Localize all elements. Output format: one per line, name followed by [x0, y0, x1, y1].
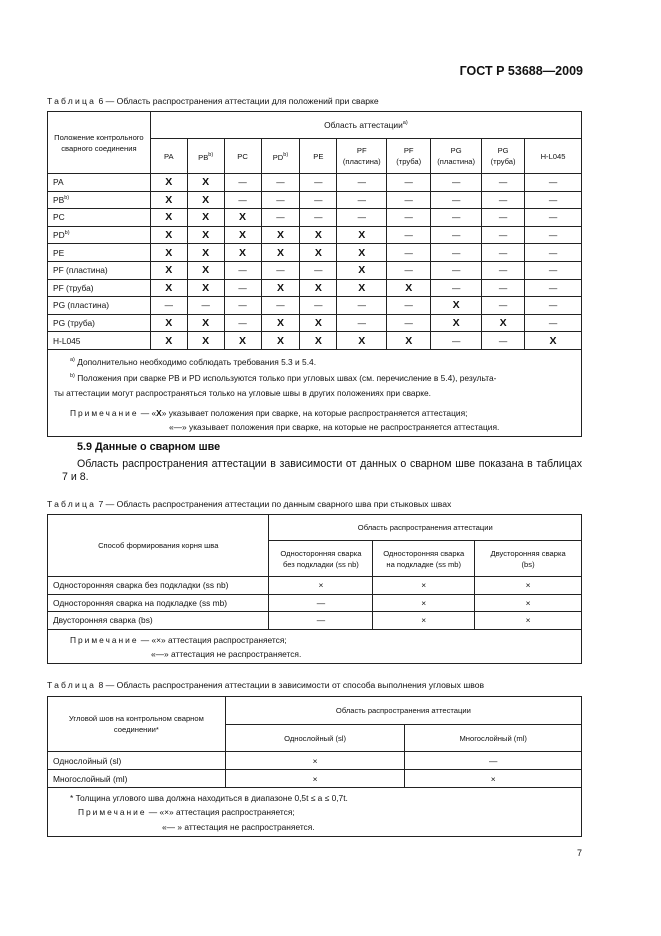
t8-cell: × — [225, 752, 405, 770]
t6-row-label-text: PG (труба) — [53, 318, 95, 329]
t6-row-label-text: PA — [53, 177, 64, 188]
t6-cell: X — [261, 244, 300, 262]
t6-cell: X — [387, 279, 431, 297]
page-number: 7 — [577, 848, 583, 858]
t6-row-label-text: PE — [53, 247, 65, 258]
t6-cell: X — [187, 261, 224, 279]
section-heading: 5.9 Данные о сварном шве — [77, 441, 221, 453]
table8 — [47, 696, 582, 837]
t6-cell: — — [387, 191, 431, 209]
t6-row-label-text: PD — [53, 230, 65, 241]
t6-cell: X — [337, 226, 387, 244]
t6-cell: — — [525, 244, 582, 262]
t6-cell: X — [224, 226, 261, 244]
table-row — [48, 244, 582, 262]
t7-col-line: на подкладке (ss mb) — [386, 559, 462, 569]
t6-cell: — — [300, 261, 337, 279]
t8-row-label: Однослойный (sl) — [48, 752, 226, 770]
t6-col-sub: (труба) — [396, 157, 422, 166]
t6-row-label — [48, 314, 151, 332]
table-row — [48, 594, 582, 612]
t6-row-sup: b) — [64, 194, 70, 201]
t6-cell: — — [431, 261, 482, 279]
t6-cell: — — [387, 209, 431, 227]
t6-row-label — [48, 297, 151, 315]
t8-cell: × — [405, 770, 582, 788]
t6-cell: — — [261, 191, 300, 209]
t6-cell: X — [261, 332, 300, 350]
t6-cell: — — [224, 174, 261, 192]
t6-cell: — — [482, 209, 525, 227]
t6-row-label-text: PF (пластина) — [53, 265, 108, 276]
t6-cell: X — [224, 244, 261, 262]
t6-cell: — — [224, 314, 261, 332]
t6-cell: — — [261, 261, 300, 279]
t6-cell: — — [187, 297, 224, 315]
t6-cell: — — [261, 297, 300, 315]
t6-cell: — — [525, 209, 582, 227]
table7 — [47, 514, 582, 664]
table-row — [48, 226, 582, 244]
t6-col-label: PG — [450, 146, 462, 155]
t7-col-line: Двусторонняя сварка — [490, 548, 566, 558]
t6-row-label — [48, 191, 151, 209]
t6-col-header — [150, 139, 187, 174]
t6-cell: X — [150, 244, 187, 262]
t6-cell: — — [224, 191, 261, 209]
t6-cell: — — [482, 226, 525, 244]
table8-caption: Таблица 8 — Область распространения аттестации в зависимости от способа выполнения угловых швов — [47, 680, 485, 690]
t6-cell: — — [387, 297, 431, 315]
t6-group-header: Область аттестации$^{а)}$ — [150, 112, 581, 139]
t7-cell: × — [373, 594, 475, 612]
t7-col-line: без подкладки (ss nb) — [282, 559, 359, 569]
t6-col-label: PF — [403, 146, 414, 155]
t7-cell: — — [269, 594, 373, 612]
t6-cell: X — [300, 226, 337, 244]
t6-cell: — — [431, 174, 482, 192]
t6-cell: X — [150, 174, 187, 192]
t6-cell: X — [525, 332, 582, 350]
t6-cell: X — [187, 332, 224, 350]
t6-cell: X — [224, 332, 261, 350]
t6-cell: X — [187, 244, 224, 262]
t6-row-label-text: PC — [53, 212, 65, 223]
t6-row-label — [48, 226, 151, 244]
t6-cell: X — [150, 191, 187, 209]
t7-col-header — [373, 541, 475, 577]
t6-cell: — — [300, 297, 337, 315]
t7-cell: × — [373, 612, 475, 630]
t6-cell: X — [337, 332, 387, 350]
t6-col-label: PB — [198, 152, 209, 162]
t7-row-label: Односторонняя сварка на подкладке (ss mb) — [48, 594, 269, 612]
t8-cell: × — [225, 770, 405, 788]
table-row — [48, 612, 582, 630]
table-row — [48, 314, 582, 332]
t6-col-sub: (труба) — [490, 157, 516, 166]
t6-cell: — — [387, 261, 431, 279]
t6-col-label: PA — [163, 151, 174, 161]
t7-row-header: Способ формирования корня шва — [48, 515, 269, 577]
t6-col-label: PD — [272, 152, 284, 162]
t6-col-label: H-L045 — [540, 151, 566, 161]
t6-cell: X — [187, 191, 224, 209]
t6-row-sup: b) — [64, 230, 70, 237]
t6-col-header — [187, 139, 224, 174]
t6-col-label: PE — [313, 151, 324, 161]
t6-row-label — [48, 261, 151, 279]
table-row — [48, 332, 582, 350]
document-number: ГОСТ Р 53688—2009 — [459, 64, 583, 78]
t6-cell: — — [224, 261, 261, 279]
t6-cell: X — [150, 332, 187, 350]
t6-col-header — [431, 139, 482, 174]
t6-col-header — [482, 139, 525, 174]
t6-cell: — — [525, 261, 582, 279]
t6-col-label: PG — [497, 146, 509, 155]
t6-cell: — — [431, 191, 482, 209]
t6-cell: — — [525, 279, 582, 297]
t6-col-label: PC — [237, 151, 248, 161]
t6-cell: X — [337, 279, 387, 297]
t7-col-line: Односторонняя сварка — [280, 548, 362, 558]
t6-cell: X — [300, 332, 337, 350]
t6-cell: X — [431, 297, 482, 315]
t6-row-label-text: PG (пластина) — [53, 300, 110, 311]
t7-row-label: Односторонняя сварка без подкладки (ss nb) — [48, 577, 269, 595]
t6-cell: X — [187, 226, 224, 244]
t6-cell: — — [482, 279, 525, 297]
t6-cell: X — [261, 226, 300, 244]
t6-cell: — — [387, 314, 431, 332]
t6-row-label-text: PF (труба) — [53, 282, 94, 293]
t6-row-header: Положение контрольного сварного соединения — [48, 112, 151, 174]
t6-cell: — — [431, 209, 482, 227]
t8-col-header: Однослойный (sl) — [225, 725, 405, 752]
table-row — [48, 752, 582, 770]
t6-cell: — — [482, 261, 525, 279]
t6-cell: — — [482, 244, 525, 262]
t6-col-header — [300, 139, 337, 174]
t6-cell: X — [187, 174, 224, 192]
t6-cell: X — [482, 314, 525, 332]
t6-cell: X — [187, 314, 224, 332]
t6-cell: X — [337, 244, 387, 262]
t7-cell: × — [475, 594, 582, 612]
t6-col-label: PF — [356, 146, 367, 155]
t6-col-sub: (пластина) — [437, 157, 476, 166]
t7-cell: × — [373, 577, 475, 595]
table-row — [48, 174, 582, 192]
table-row — [48, 577, 582, 595]
t8-notes: * Толщина углового шва должна находиться в диапазоне 0,5t ≤ a ≤ 0,7t. Примечание — «×» аттестация распространяется; «— » аттестация не распространяется. — [48, 788, 582, 837]
section-paragraph: Область распространения аттестации в зависимости от данных о сварном шве показана в таблицах 7 и 8. — [62, 458, 582, 483]
t6-cell: X — [150, 279, 187, 297]
t6-cell: — — [525, 226, 582, 244]
t6-cell: — — [224, 279, 261, 297]
t6-cell: — — [482, 297, 525, 315]
table-row — [48, 191, 582, 209]
t6-cell: X — [150, 261, 187, 279]
t6-col-header — [224, 139, 261, 174]
t6-cell: — — [387, 226, 431, 244]
table7-caption: Таблица 7 — Область распространения аттестации по данным сварного шва при стыковых швах — [47, 499, 452, 509]
t7-col-line: Односторонняя сварка — [383, 548, 465, 558]
t7-cell: × — [269, 577, 373, 595]
t7-cell: — — [269, 612, 373, 630]
t6-cell: X — [300, 279, 337, 297]
t6-cell: X — [150, 226, 187, 244]
t7-col-line: (bs) — [521, 559, 535, 569]
table-row — [48, 770, 582, 788]
t6-cell: — — [525, 314, 582, 332]
table-row — [48, 261, 582, 279]
t6-cell: X — [261, 279, 300, 297]
t6-row-label-text: H-L045 — [53, 335, 81, 346]
t6-cell: X — [337, 261, 387, 279]
t6-col-sup: b) — [283, 151, 289, 158]
table6 — [47, 111, 582, 437]
t6-notes: $^{а)}$ Дополнительно необходимо соблюдать требования 5.3 и 5.4. $^{b)}$ Положения при сварке PB и PD используются только при угловых швах (см. перечисление в 5.4), результа- ты аттестации могут распространяться только на угловые швы в других положениях при сварке. Примечание — «X» указывает положения при сварке, на которые распространяется аттестация; «—» указывает положения при сварке, на которые не распространяется аттестация. — [48, 349, 582, 436]
t8-cell: — — [405, 752, 582, 770]
t6-cell: — — [431, 226, 482, 244]
t6-cell: X — [224, 209, 261, 227]
t6-cell: — — [150, 297, 187, 315]
t8-row-label: Многослойный (ml) — [48, 770, 226, 788]
t6-cell: — — [261, 174, 300, 192]
t6-row-label — [48, 244, 151, 262]
t6-cell: X — [187, 279, 224, 297]
t6-cell: — — [431, 279, 482, 297]
table-row — [48, 279, 582, 297]
t6-row-label — [48, 209, 151, 227]
t6-cell: X — [261, 314, 300, 332]
t6-cell: — — [431, 244, 482, 262]
t6-cell: — — [300, 191, 337, 209]
t7-row-label: Двусторонняя сварка (bs) — [48, 612, 269, 630]
t6-cell: — — [261, 209, 300, 227]
t6-col-sub: (пластина) — [342, 157, 381, 166]
t7-col-header — [269, 541, 373, 577]
t6-row-label — [48, 332, 151, 350]
t6-cell: — — [431, 332, 482, 350]
t6-cell: — — [482, 191, 525, 209]
t6-cell: — — [337, 209, 387, 227]
t6-cell: X — [187, 209, 224, 227]
t8-col-header: Многослойный (ml) — [405, 725, 582, 752]
t6-col-header — [387, 139, 431, 174]
table-row — [48, 297, 582, 315]
table-row — [48, 209, 582, 227]
t6-col-header — [261, 139, 300, 174]
t6-cell: X — [300, 244, 337, 262]
t6-cell: X — [300, 314, 337, 332]
t6-cell: — — [337, 174, 387, 192]
t6-cell: — — [525, 191, 582, 209]
t6-cell: — — [224, 297, 261, 315]
t6-cell: — — [337, 297, 387, 315]
t6-cell: — — [482, 332, 525, 350]
table6-caption: Таблица 6 — Область распространения аттестации для положений при сварке — [47, 96, 379, 106]
t6-col-header — [525, 139, 582, 174]
t6-col-header — [337, 139, 387, 174]
t6-col-sup: b) — [208, 151, 214, 158]
t6-cell: — — [525, 174, 582, 192]
t7-notes: Примечание — «×» аттестация распространяется; «—» аттестация не распространяется. — [48, 629, 582, 664]
t6-row-label-text: PB — [53, 194, 65, 205]
t6-cell: X — [150, 314, 187, 332]
t6-cell: — — [387, 174, 431, 192]
t6-cell: — — [337, 191, 387, 209]
t6-cell: X — [387, 332, 431, 350]
t7-group-header: Область распространения аттестации — [269, 515, 582, 541]
t7-cell: × — [475, 577, 582, 595]
t6-cell: — — [300, 209, 337, 227]
t6-cell: — — [387, 244, 431, 262]
t7-col-header — [475, 541, 582, 577]
t6-cell: — — [300, 174, 337, 192]
t7-cell: × — [475, 612, 582, 630]
t6-cell: — — [525, 297, 582, 315]
t6-row-label — [48, 279, 151, 297]
t6-cell: — — [337, 314, 387, 332]
t8-group-header: Область распространения аттестации — [225, 697, 581, 725]
t6-cell: X — [150, 209, 187, 227]
t6-cell: X — [431, 314, 482, 332]
t8-row-header: Угловой шов на контрольном сварном соединении* — [48, 697, 226, 752]
t6-row-label — [48, 174, 151, 192]
t6-cell: — — [482, 174, 525, 192]
